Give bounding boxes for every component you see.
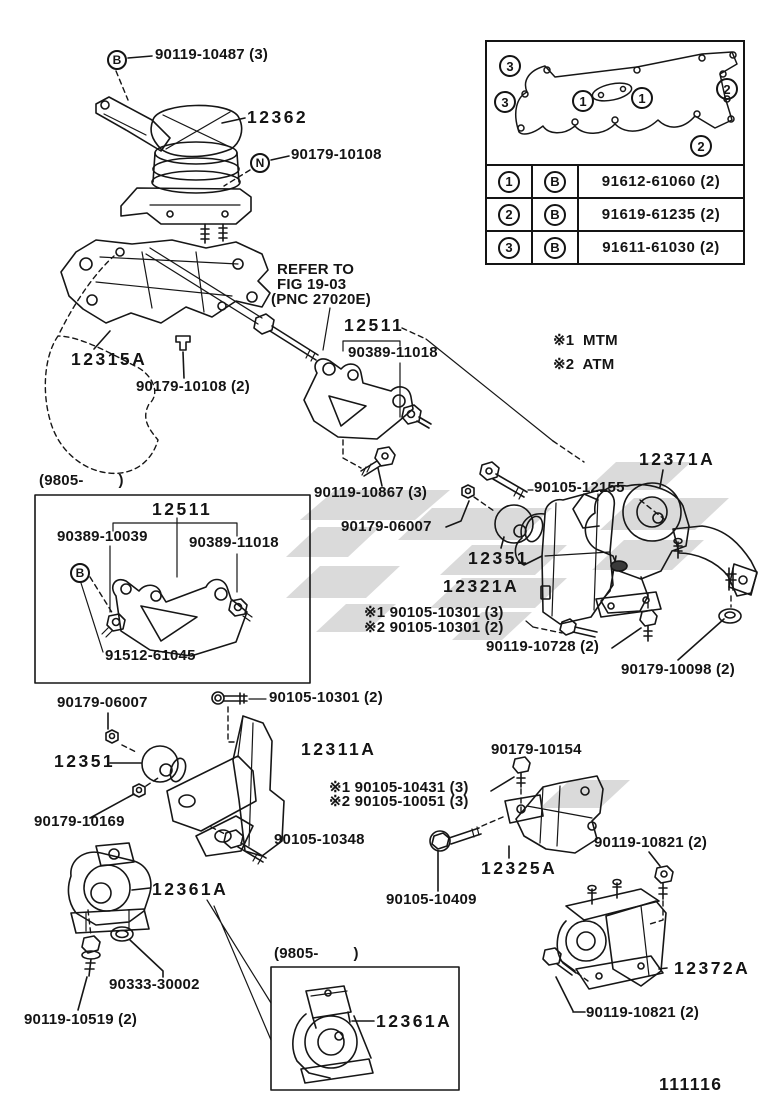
- label-90179-10154: 90179-10154: [491, 741, 582, 758]
- label-12362: 12362: [247, 107, 309, 127]
- gasket-callout-3a: 3: [499, 55, 521, 77]
- label-12372a: 12372A: [674, 958, 751, 978]
- label-90119-10821-upper: 90119-10821 (2): [594, 834, 708, 851]
- gasket-callout-2b: 2: [690, 135, 712, 157]
- label-12311a: 12311A: [301, 739, 377, 759]
- label-90119-10487: 90119-10487 (3): [155, 46, 269, 63]
- note-90105-10051-atm: ※2 90105-10051 (3): [329, 793, 469, 810]
- row-callout-2: 2: [498, 204, 520, 226]
- label-90333-30002: 90333-30002: [109, 976, 200, 993]
- inset-left-caption: (9805- ): [39, 472, 124, 489]
- bolt-symbol-icon: B: [544, 171, 566, 193]
- mount-12372a-drawing: [543, 852, 673, 1012]
- row-part-number: 91611-61030 (2): [602, 239, 720, 256]
- label-12351-lower: 12351: [54, 751, 116, 771]
- label-90179-10108: 90179-10108: [291, 146, 382, 163]
- label-12315a: 12315A: [71, 349, 148, 369]
- circle-n-symbol: N: [250, 153, 270, 173]
- note-90105-10301-atm: ※2 90105-10301 (2): [364, 619, 504, 636]
- label-90179-10098: 90179-10098 (2): [621, 661, 735, 678]
- label-90389-11018-main: 90389-11018: [348, 344, 438, 361]
- gasket-callout-3b: 3: [494, 91, 516, 113]
- label-fig-19-03: FIG 19-03: [277, 276, 347, 293]
- label-90179-06007-lower: 90179-06007: [57, 694, 148, 711]
- inset-bottom-caption: (9805- ): [274, 945, 359, 962]
- label-refer-to: REFER TO: [277, 261, 355, 278]
- mount-12362-drawing: [96, 56, 289, 243]
- bolt-symbol-icon: B: [544, 237, 566, 259]
- label-12321a: 12321A: [443, 576, 520, 596]
- table-row: [487, 166, 743, 199]
- gasket-callout-1a: 1: [572, 90, 594, 112]
- row-callout-3: 3: [498, 237, 520, 259]
- note-mtm: ※1 MTM: [553, 332, 618, 349]
- row-callout-1: 1: [498, 171, 520, 193]
- label-90179-10108-2: 90179-10108 (2): [136, 378, 250, 395]
- label-90105-10348: 90105-10348: [274, 831, 365, 848]
- gasket-callout-2a: 2: [716, 78, 738, 100]
- label-90179-10169: 90179-10169: [34, 813, 125, 830]
- label-90119-10867: 90119-10867 (3): [314, 484, 428, 501]
- gasket-parts-table: [485, 40, 745, 265]
- label-12361a-inset: 12361A: [376, 1011, 453, 1031]
- label-91512-61045: 91512-61045: [105, 647, 196, 664]
- note-90105-10431-mtm: ※1 90105-10431 (3): [329, 779, 469, 796]
- circle-b-symbol: B: [107, 50, 127, 70]
- label-90105-10301-lower: 90105-10301 (2): [269, 689, 383, 706]
- bracket-12511-main-drawing: [304, 328, 584, 462]
- circle-b-symbol-inset: B: [70, 563, 90, 583]
- table-row: [487, 199, 743, 232]
- label-90179-06007-center: 90179-06007: [341, 518, 432, 535]
- label-12325a: 12325A: [481, 858, 558, 878]
- label-pnc-27020e: (PNC 27020E): [271, 291, 371, 308]
- row-part-number: 91612-61060 (2): [601, 173, 721, 190]
- label-90389-10039: 90389-10039: [57, 528, 148, 545]
- note-90105-10301-mtm: ※1 90105-10301 (3): [364, 604, 504, 621]
- label-90119-10728: 90119-10728 (2): [486, 638, 600, 655]
- label-12351-center: 12351: [468, 548, 530, 568]
- label-90105-12155: 90105-12155: [534, 479, 625, 496]
- row-part-number: 91619-61235 (2): [601, 206, 721, 223]
- gasket-diagram: [487, 42, 743, 166]
- label-12511-inset: 12511: [152, 499, 213, 519]
- label-90105-10409: 90105-10409: [386, 891, 477, 908]
- figure-code: 111116: [659, 1074, 723, 1094]
- label-90119-10821-lower: 90119-10821 (2): [586, 1004, 700, 1021]
- label-90389-11018-inset: 90389-11018: [189, 534, 279, 551]
- label-12511-main: 12511: [344, 315, 405, 335]
- note-atm: ※2 ATM: [553, 356, 615, 373]
- label-12361a-main: 12361A: [152, 879, 229, 899]
- label-12371a: 12371A: [639, 449, 716, 469]
- table-row: [487, 232, 743, 263]
- gasket-callout-1b: 1: [631, 87, 653, 109]
- label-90119-10519: 90119-10519 (2): [24, 1011, 138, 1028]
- bolt-symbol-icon: B: [544, 204, 566, 226]
